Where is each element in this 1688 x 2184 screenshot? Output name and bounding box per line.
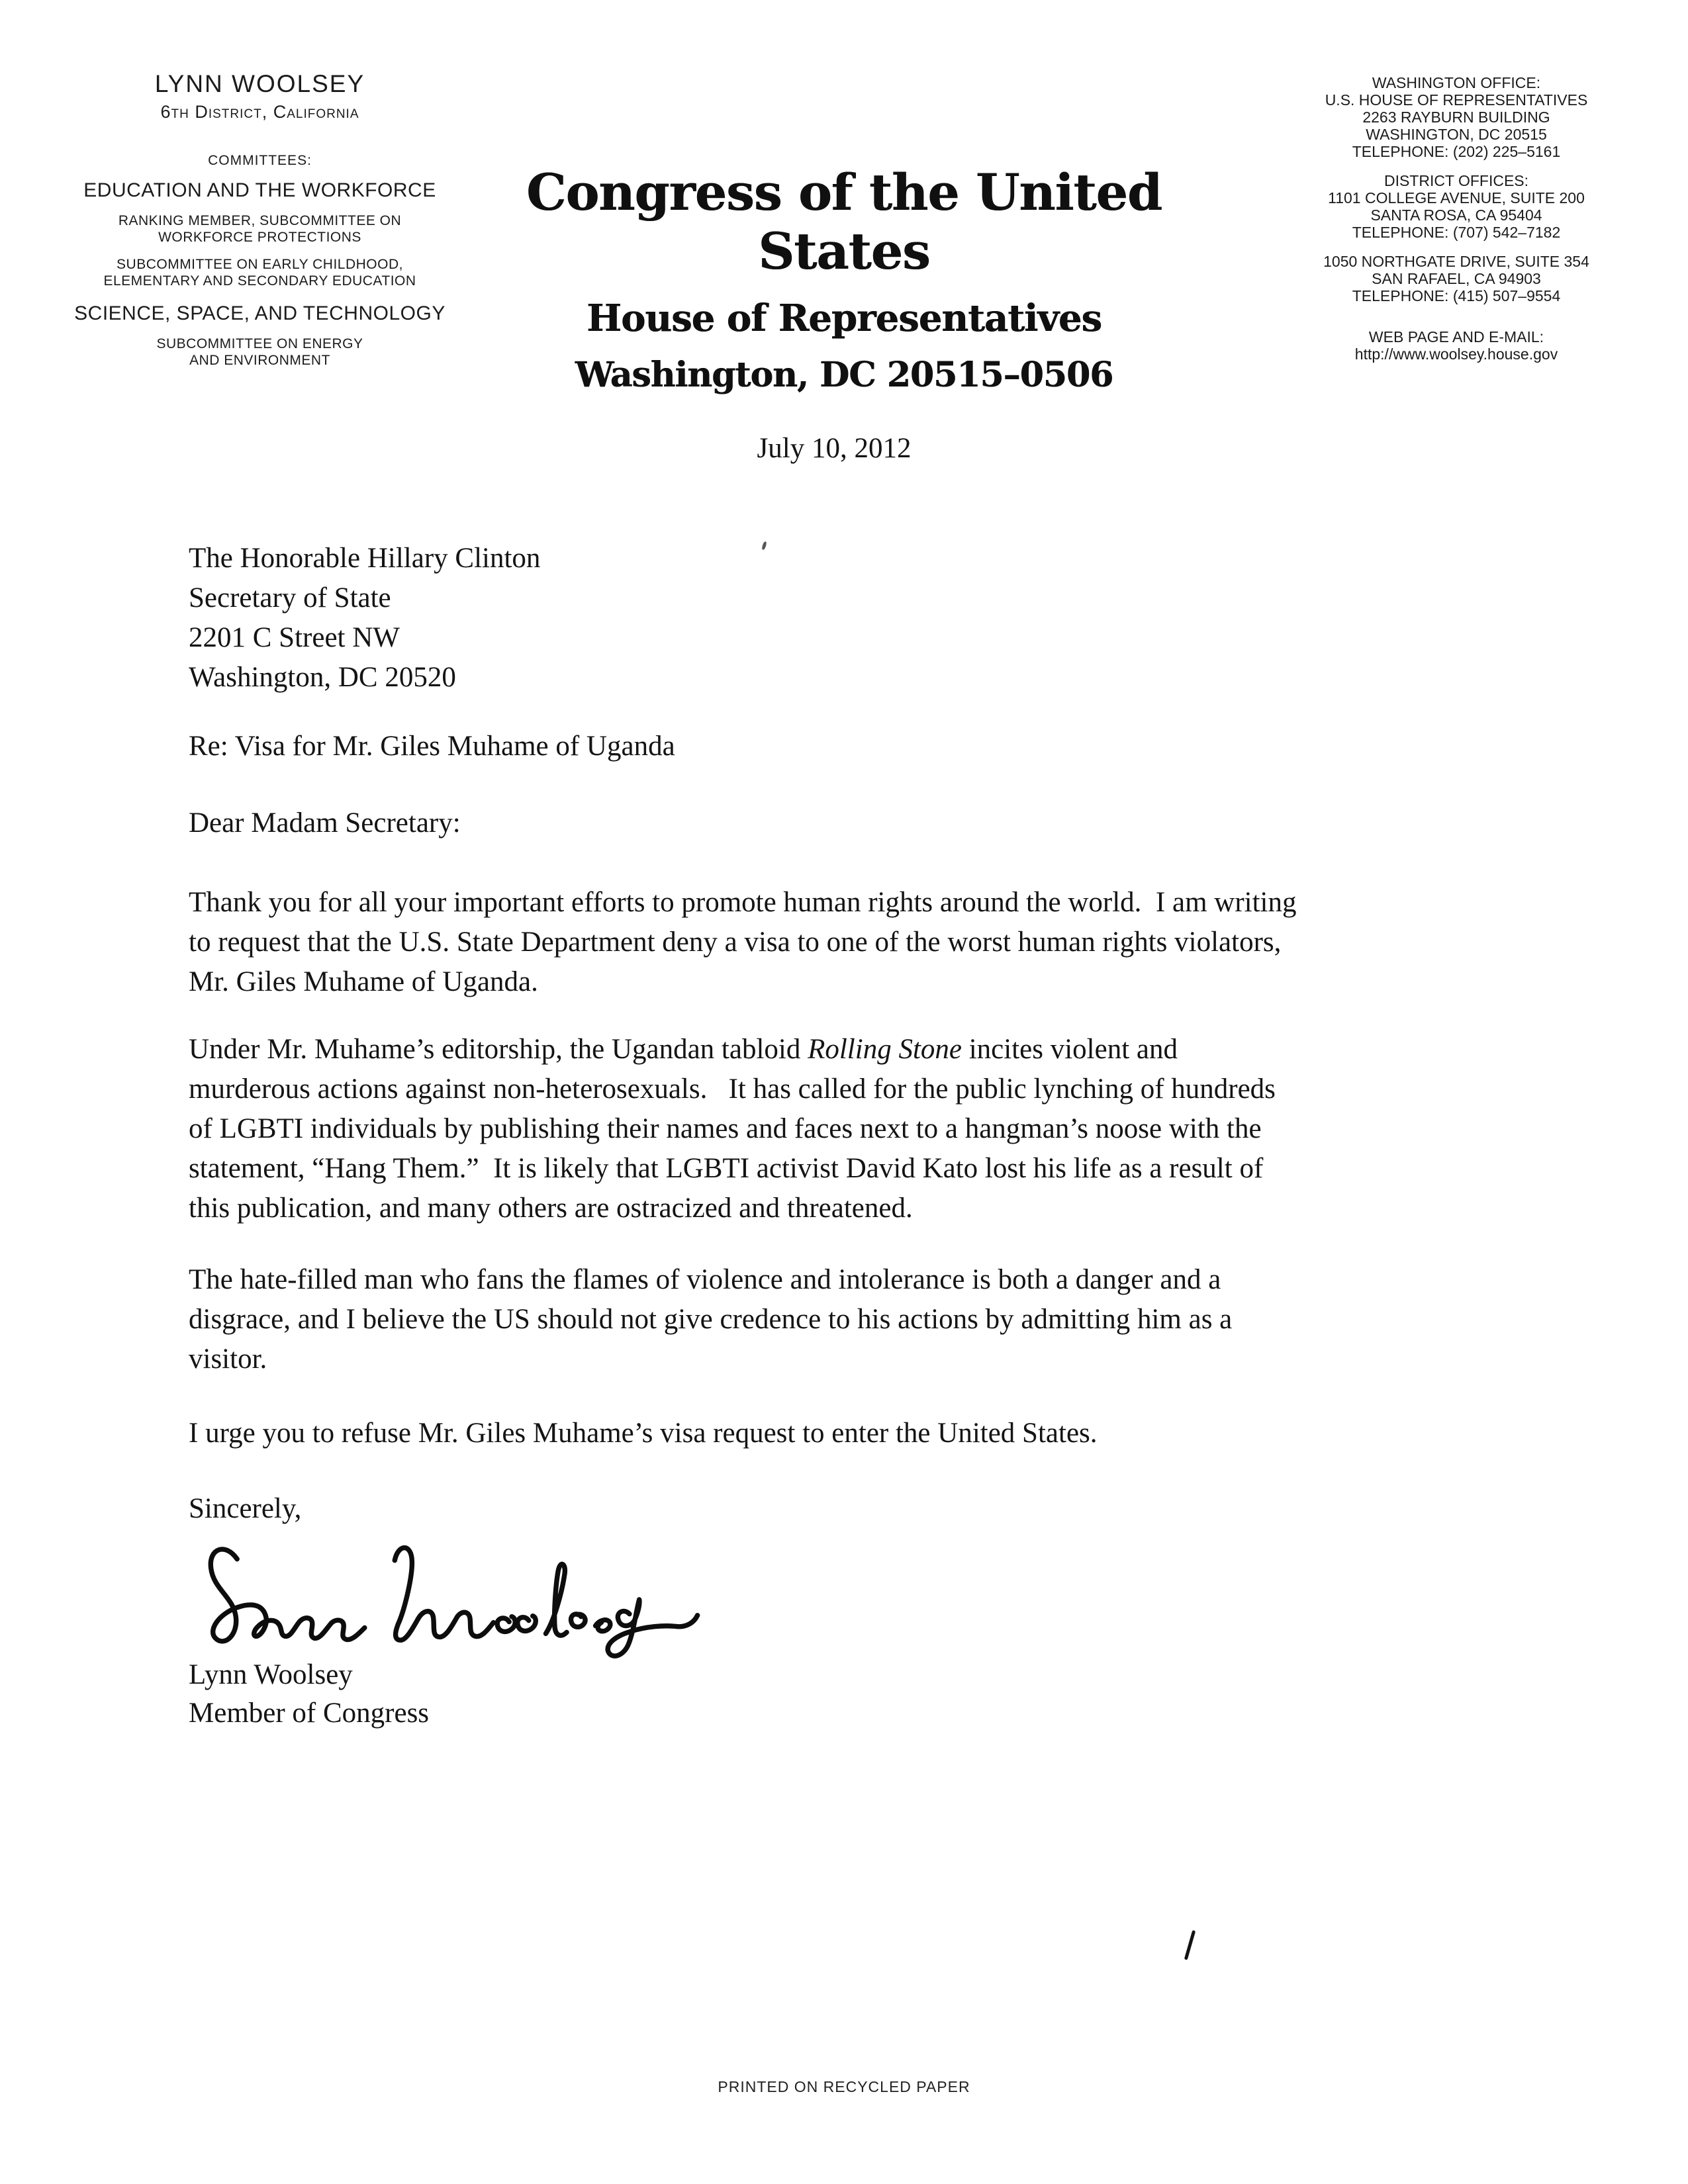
paragraph-3-line-3: visitor. xyxy=(189,1343,267,1375)
recipient-street: 2201 C Street NW xyxy=(189,622,400,653)
signed-name: Lynn Woolsey xyxy=(189,1659,353,1690)
recipient-title: Secretary of State xyxy=(189,582,391,614)
district-office-1-phone: TELEPHONE: (707) 542–7182 xyxy=(1352,224,1561,241)
letter-date: July 10, 2012 xyxy=(757,433,912,464)
paragraph-1-line-2: to request that the U.S. State Department deny a visa to one of the worst human rights violators, xyxy=(189,927,1282,958)
paragraph-1-line-3: Mr. Giles Muhame of Uganda. xyxy=(189,966,538,997)
washington-office-group xyxy=(1274,74,1638,160)
scan-artifact-slash xyxy=(1184,1930,1196,1960)
paragraph-1-line-1: Thank you for all your important efforts to promote human rights around the world. I am writing xyxy=(189,887,1297,918)
paragraph-2-line-1-tail: incites violent and xyxy=(961,1034,1178,1065)
web-label: WEB PAGE AND E-MAIL: xyxy=(1368,328,1544,345)
district-offices-label: DISTRICT OFFICES: xyxy=(1383,172,1529,189)
district-office-1-group xyxy=(1274,172,1638,241)
masthead-line-washington: Washington, DC 20515–0506 xyxy=(575,355,1113,395)
member-name: LYNN WOOLSEY xyxy=(154,70,365,97)
closing: Sincerely, xyxy=(189,1493,302,1524)
committee-1-sub-line-2: ELEMENTARY AND SECONDARY EDUCATION xyxy=(103,273,416,289)
district-office-1-line-1: 1101 COLLEGE AVENUE, SUITE 200 xyxy=(1328,189,1585,206)
committee-1-role-line-2: WORKFORCE PROTECTIONS xyxy=(158,230,361,245)
committee-1-role xyxy=(56,212,463,246)
recipient-city: Washington, DC 20520 xyxy=(189,662,456,693)
paragraph-3 xyxy=(189,1260,1479,1379)
paragraph-2-line-5: this publication, and many others are ostracized and threatened. xyxy=(189,1193,913,1224)
web-group xyxy=(1274,328,1638,363)
congress-masthead xyxy=(510,163,1178,395)
washington-office-line-3: WASHINGTON, DC 20515 xyxy=(1366,126,1547,143)
re-line: Re: Visa for Mr. Giles Muhame of Uganda xyxy=(189,731,675,762)
signed-title: Member of Congress xyxy=(189,1698,430,1729)
member-info-block xyxy=(56,70,463,369)
paragraph-2-line-2: murderous actions against non-heterosexuals. It has called for the public lynching of hundreds xyxy=(189,1073,1276,1105)
committee-1-role-line-1: RANKING MEMBER, SUBCOMMITTEE ON xyxy=(118,213,402,228)
district-office-2-line-2: SAN RAFAEL, CA 94903 xyxy=(1372,270,1541,287)
district-office-2-line-1: 1050 NORTHGATE DRIVE, SUITE 354 xyxy=(1323,253,1589,270)
masthead-line-congress: Congress of the United States xyxy=(526,163,1162,281)
district-office-1-line-2: SANTA ROSA, CA 95404 xyxy=(1370,206,1542,224)
paragraph-2-line-1-text: Under Mr. Muhame’s editorship, the Ugandan tabloid xyxy=(189,1034,808,1065)
committees-label: COMMITTEES: xyxy=(208,153,312,168)
committee-2-sub-line-1: SUBCOMMITTEE ON ENERGY xyxy=(156,336,363,351)
washington-office-label: WASHINGTON OFFICE: xyxy=(1372,74,1541,91)
paragraph-2 xyxy=(189,1030,1479,1228)
paragraph-2-line-3: of LGBTI individuals by publishing their names and faces next to a hangman’s noose with the xyxy=(189,1113,1262,1144)
signature-block-typed xyxy=(189,1656,1479,1733)
committee-education-workforce: EDUCATION AND THE WORKFORCE xyxy=(83,179,436,201)
district-office-2-group xyxy=(1274,253,1638,304)
paragraph-3-line-2: disgrace, and I believe the US should not give credence to his actions by admitting him as a xyxy=(189,1304,1233,1335)
paragraph-3-line-1: The hate-filled man who fans the flames of violence and intolerance is both a danger and a xyxy=(189,1264,1221,1295)
district-office-2-phone: TELEPHONE: (415) 507–9554 xyxy=(1352,287,1561,304)
offices-block xyxy=(1274,74,1638,363)
washington-office-phone: TELEPHONE: (202) 225–5161 xyxy=(1352,143,1561,160)
paragraph-4: I urge you to refuse Mr. Giles Muhame’s visa request to enter the United States. xyxy=(189,1418,1098,1449)
washington-office-line-2: 2263 RAYBURN BUILDING xyxy=(1362,109,1550,126)
member-district: 6th District, California xyxy=(160,102,359,122)
paragraph-2-line-4: statement, “Hang Them.” It is likely that LGBTI activist David Kato lost his life as a result of xyxy=(189,1153,1264,1184)
web-url: http://www.woolsey.house.gov xyxy=(1354,345,1558,363)
washington-office-line-1: U.S. HOUSE OF REPRESENTATIVES xyxy=(1325,91,1588,109)
committee-2-sub-line-2: AND ENVIRONMENT xyxy=(189,353,330,368)
handwritten-signature xyxy=(195,1537,731,1661)
recipient-address xyxy=(189,539,1479,698)
committee-1-sub-line-1: SUBCOMMITTEE ON EARLY CHILDHOOD, xyxy=(117,257,403,272)
committee-1-subcommittee xyxy=(56,256,463,289)
masthead-line-house: House of Representatives xyxy=(586,296,1102,340)
paragraph-1 xyxy=(189,883,1479,1002)
signature-lynn-woolsey xyxy=(195,1537,731,1661)
recipient-name: The Honorable Hillary Clinton xyxy=(189,543,541,574)
committee-2-subcommittee xyxy=(56,336,463,369)
recycled-paper-notice: PRINTED ON RECYCLED PAPER xyxy=(718,2078,970,2095)
salutation: Dear Madam Secretary: xyxy=(189,807,461,839)
paragraph-2-line-1 xyxy=(189,1030,1479,1069)
committee-science-space-technology: SCIENCE, SPACE, AND TECHNOLOGY xyxy=(74,302,445,324)
publication-name-italic: Rolling Stone xyxy=(808,1034,962,1065)
